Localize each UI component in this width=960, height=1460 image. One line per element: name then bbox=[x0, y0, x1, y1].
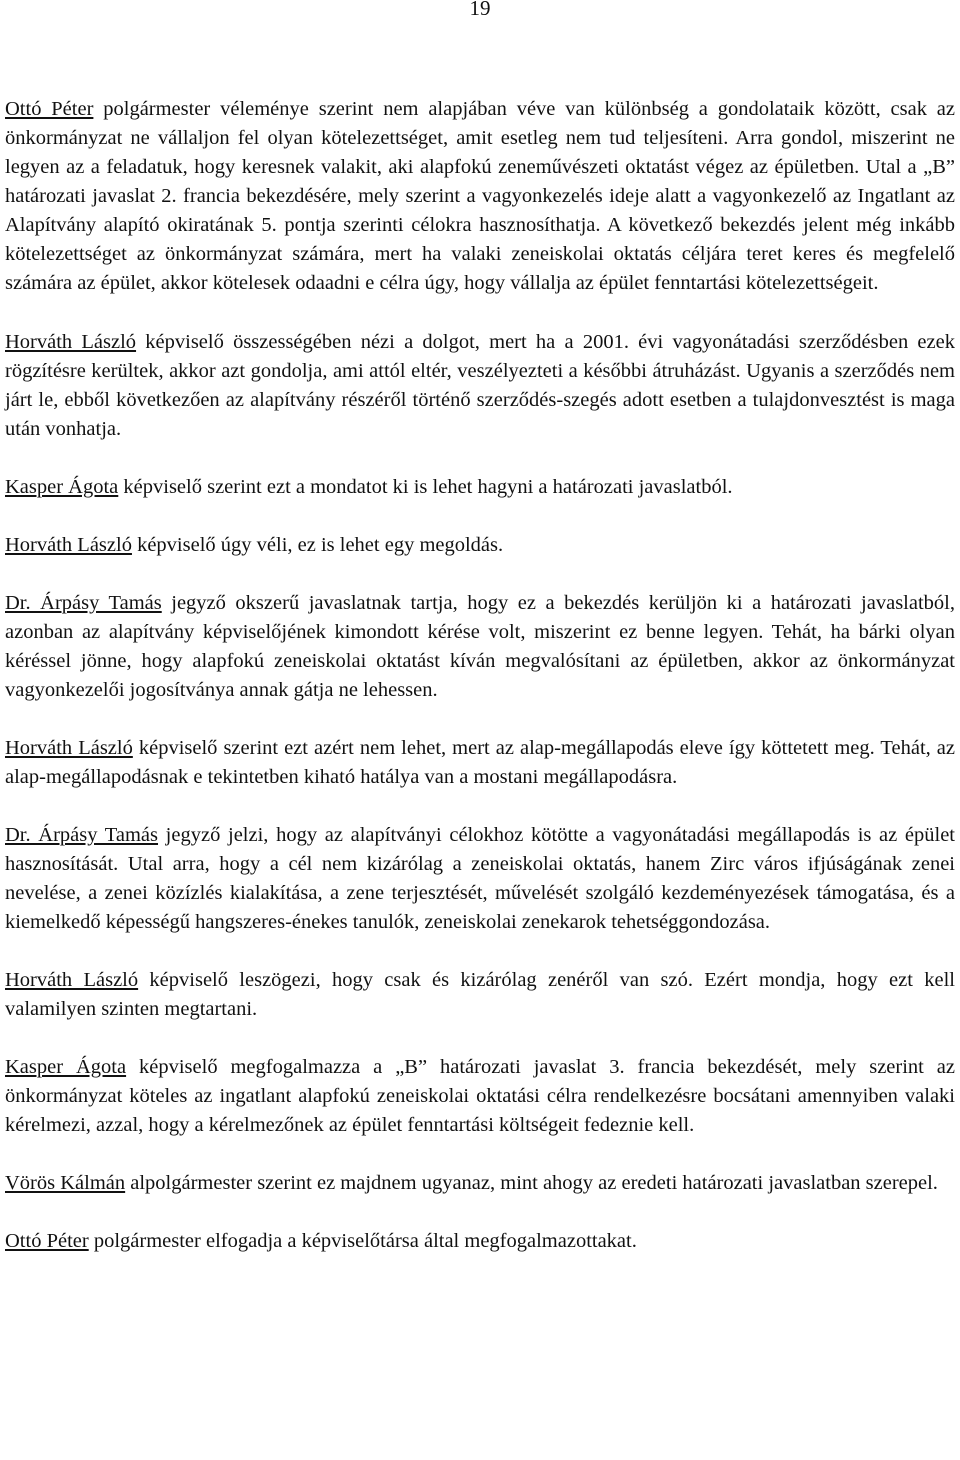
paragraph bbox=[5, 1053, 955, 1140]
paragraph-text: képviselő szerint ezt a mondatot ki is lehet hagyni a határozati javaslatból. bbox=[118, 476, 733, 498]
speaker-name: Kasper Ágota bbox=[5, 1056, 127, 1078]
paragraph bbox=[5, 473, 955, 502]
speaker-name: Horváth László bbox=[5, 969, 139, 991]
speaker-name: Dr. Árpásy Tamás bbox=[5, 592, 162, 614]
paragraph-text: jegyző okszerű javaslatnak tartja, hogy ez a bekezdés kerüljön ki a határozati javaslatból, azonban az alapítvány képviselőjének kimondott kérése volt, miszerint ez benne legyen. Tehát, ha bárki olyan kéréssel jönne, hogy alapfokú zeneiskolai oktatást kíván megvalósítani az épületben, akkor az önkormányzat vagyonkezelői jogosítványa annak gátja ne lehessen. bbox=[5, 592, 955, 701]
page-number: 19 bbox=[469, 0, 491, 20]
paragraph-text: alpolgármester szerint ez majdnem ugyanaz, mint ahogy az eredeti határozati javaslatban szerepel. bbox=[125, 1172, 938, 1194]
paragraph-text: polgármester elfogadja a képviselőtársa által megfogalmazottakat. bbox=[88, 1230, 637, 1252]
paragraph bbox=[5, 1227, 955, 1256]
speaker-name: Ottó Péter bbox=[5, 1230, 89, 1252]
paragraph bbox=[5, 821, 955, 937]
paragraph-text: képviselő úgy véli, ez is lehet egy megoldás. bbox=[131, 534, 504, 556]
paragraph-text: polgármester véleménye szerint nem alapjában véve van különbség a gondolataik között, csak az önkormányzat ne vállaljon fel olyan kötelezettséget, amit esetleg nem tud teljesíteni. Arra gondol, miszerint ne legyen az a feladatuk, hogy keresnek valakit, aki alapfokú zeneművészeti oktatást végez az épületben. Utal a „B” határozati javaslat 2. francia bekezdésére, mely szerint a vagyonkezelés ideje alatt a vagyonkezelő az Ingatlant az Alapítvány alapító okiratának 5. pontja szerinti célokra hasznosíthatja. A következő bekezdés jelent még inkább kötelezettséget az önkormányzat számára, mert ha valaki zeneiskolai oktatás céljára teret keres és megfelelő számára az épület, akkor kötelesek odaadni e célra úgy, hogy vállalja az épület fenntartási kötelezettségeit. bbox=[5, 98, 955, 294]
speaker-name: Horváth László bbox=[5, 331, 137, 353]
speaker-name: Horváth László bbox=[5, 737, 133, 759]
paragraph-text: képviselő összességében nézi a dolgot, mert ha a 2001. évi vagyonátadási szerződésben ezek rögzítésre kerültek, akkor azt gondolja, ami attól eltér, veszélyezteti a későbbi átruházást. Ugyanis a szerződés nem járt le, ebből következően az alapítvány részéről történő szerződés-szegés adott esetben a tulajdonvesztést is maga után vonhatja. bbox=[5, 331, 955, 440]
speaker-name: Ottó Péter bbox=[5, 98, 94, 120]
speaker-name: Horváth László bbox=[5, 534, 132, 556]
paragraph-text: képviselő szerint ezt azért nem lehet, mert az alap-megállapodás eleve így köttetett meg. Tehát, az alap-megállapodásnak e tekintetben kiható hatálya van a mostani megállapodásra. bbox=[5, 737, 955, 788]
paragraph bbox=[5, 328, 955, 444]
document-body bbox=[5, 95, 955, 1285]
paragraph bbox=[5, 734, 955, 792]
paragraph-text: jegyző jelzi, hogy az alapítványi célokhoz kötötte a vagyonátadási megállapodás is az épület hasznosítását. Utal arra, hogy a cél nem kizárólag a zeneiskolai oktatás, hanem Zirc város ifjúságának zenei nevelése, a zenei közízlés kialakítása, a zene terjesztését, művelését szolgáló kezdeményezések támogatása, és a kiemelkedő képességű hangszeres-énekes tanulók, zeneiskolai zenekarok tehetséggondozása. bbox=[5, 824, 955, 933]
speaker-name: Kasper Ágota bbox=[5, 476, 119, 498]
speaker-name: Dr. Árpásy Tamás bbox=[5, 824, 159, 846]
paragraph-text: képviselő megfogalmazza a „B” határozati javaslat 3. francia bekezdését, mely szerint az önkormányzat köteles az ingatlant alapfokú zeneiskolai oktatási célra rendelkezésre bocsátani amennyiben valaki kérelmezi, azzal, hogy a kérelmezőnek az épület fenntartási költségeit fedeznie kell. bbox=[5, 1056, 955, 1136]
paragraph bbox=[5, 966, 955, 1024]
speaker-name: Vörös Kálmán bbox=[5, 1172, 126, 1194]
paragraph bbox=[5, 589, 955, 705]
paragraph bbox=[5, 1169, 955, 1198]
paragraph bbox=[5, 531, 955, 560]
paragraph-text: képviselő leszögezi, hogy csak és kizárólag zenéről van szó. Ezért mondja, hogy ezt kell valamilyen szinten megtartani. bbox=[5, 969, 955, 1020]
paragraph bbox=[5, 95, 955, 298]
